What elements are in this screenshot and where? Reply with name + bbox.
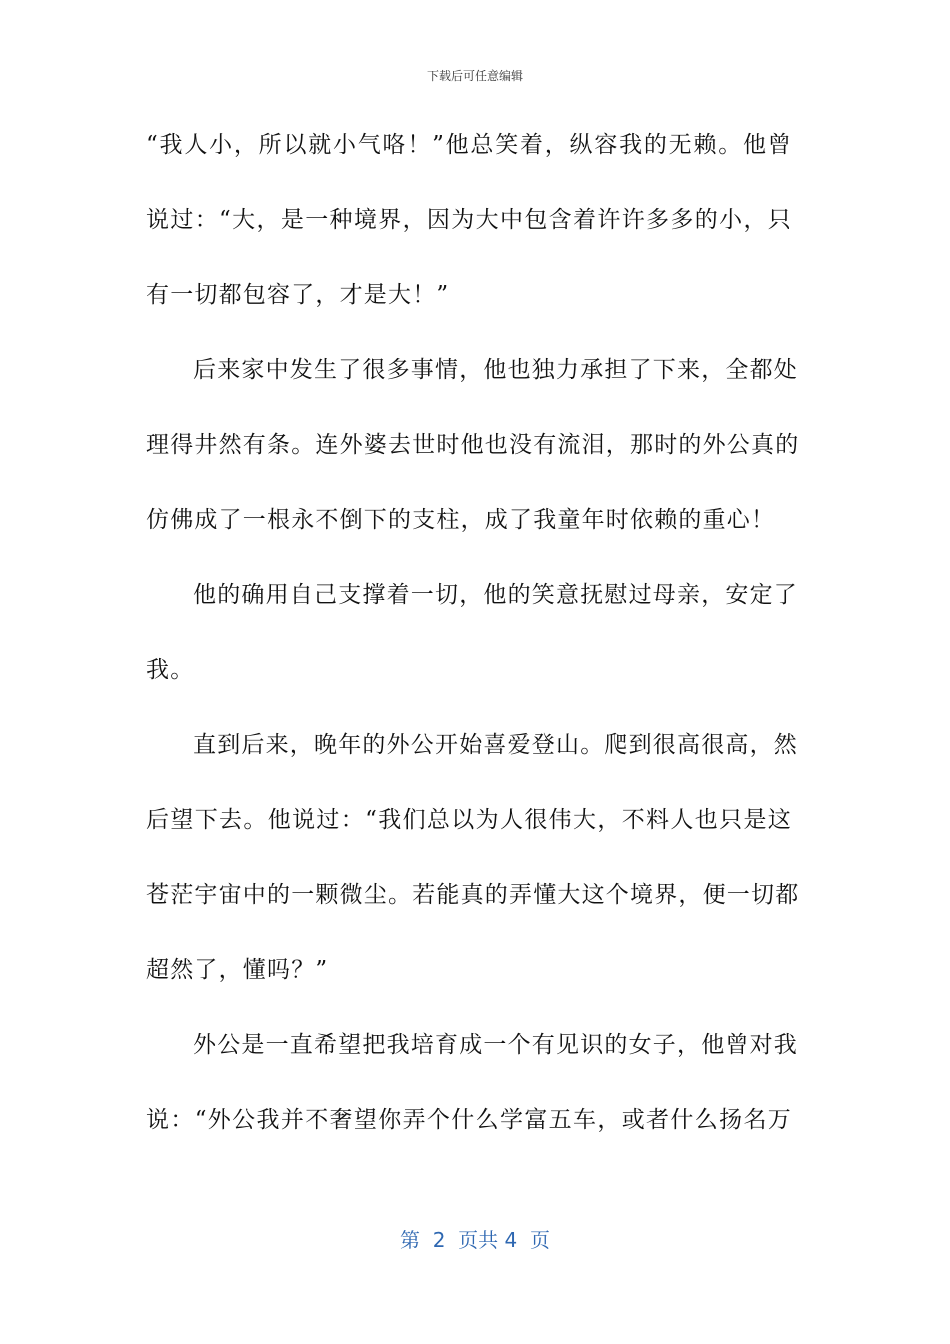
document-body (146, 113, 800, 1163)
text-line: 说：“外公我并不奢望你弄个什么学富五车，或者什么扬名万 (146, 1107, 792, 1133)
text-line: “我人小，所以就小气咯！”他总笑着，纵容我的无赖。他曾 (146, 132, 792, 158)
paragraph-first-line: 直到后来，晚年的外公开始喜爱登山。爬到很高很高，然 (193, 732, 798, 758)
text-line: 超然了，懂吗？” (146, 957, 329, 983)
text-line: 我。 (146, 657, 195, 683)
paragraph-first-line: 外公是一直希望把我培育成一个有见识的女子，他曾对我 (193, 1032, 798, 1058)
paragraph-first-line: 后来家中发生了很多事情，他也独力承担了下来，全都处 (193, 357, 798, 383)
text-line: 苍茫宇宙中的一颗微尘。若能真的弄懂大这个境界，便一切都 (146, 882, 800, 908)
page-number-footer: 第 2 页共 4 页 (400, 1228, 550, 1252)
text-line: 仿佛成了一根永不倒下的支柱，成了我童年时依赖的重心！ (146, 507, 776, 533)
text-line: 说过：“大，是一种境界，因为大中包含着许许多多的小，只 (146, 207, 792, 233)
text-line: 后望下去。他说过：“我们总以为人很伟大，不料人也只是这 (146, 807, 792, 833)
page-header: 下载后可任意编辑 (426, 69, 523, 83)
text-line: 有一切都包容了，才是大！” (146, 282, 450, 308)
paragraph-first-line: 他的确用自己支撑着一切，他的笑意抚慰过母亲，安定了 (193, 582, 798, 608)
text-line: 理得井然有条。连外婆去世时他也没有流泪，那时的外公真的 (146, 432, 800, 458)
